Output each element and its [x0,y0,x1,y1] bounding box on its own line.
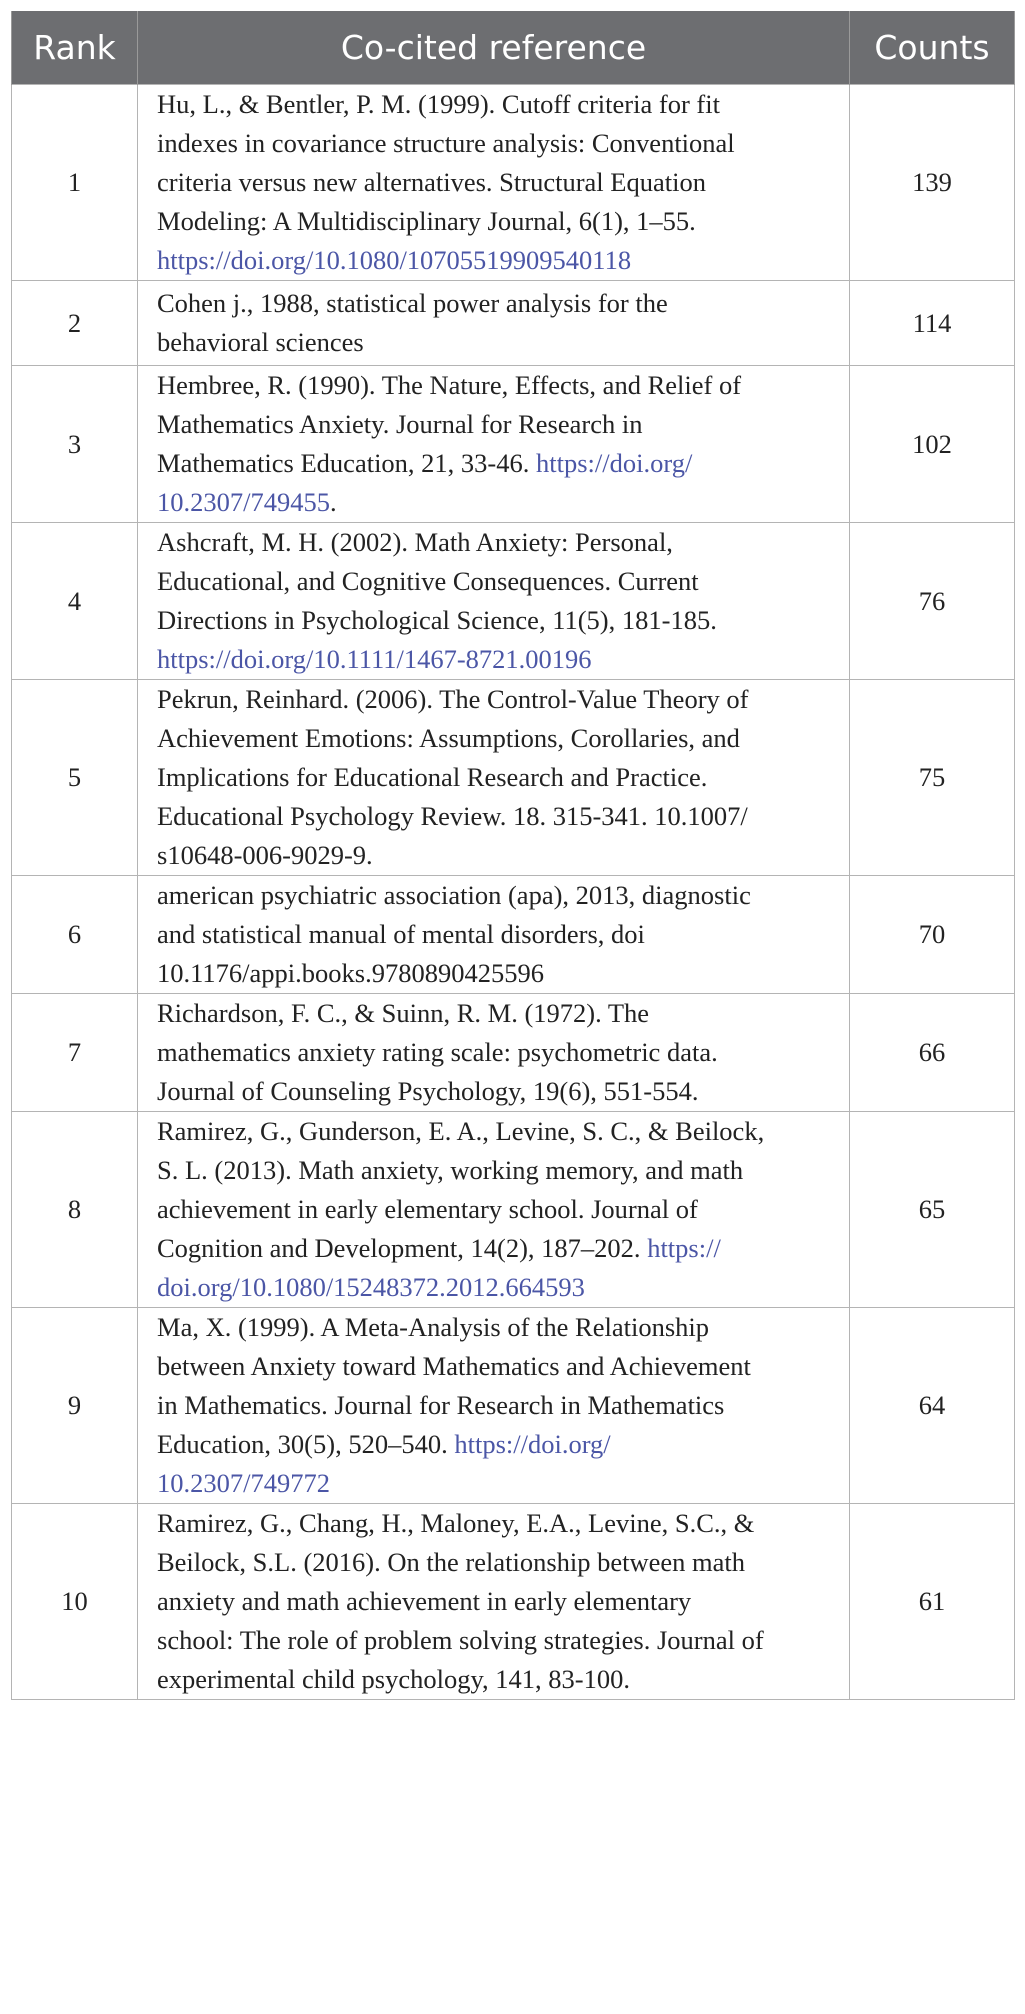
reference-cell [138,1308,850,1504]
rank-cell: 6 [12,876,138,994]
reference-line [157,915,831,954]
doi-link[interactable]: https://doi.org/10.1111/1467-8721.00196 [157,644,592,674]
counts-cell: 102 [850,366,1015,523]
reference-text: Modeling: A Multidisciplinary Journal, 6(1), 1–55. [157,206,696,236]
counts-cell: 61 [850,1504,1015,1700]
rank-cell: 7 [12,994,138,1112]
counts-cell: 66 [850,994,1015,1112]
table-row [12,85,1015,281]
reference-line [157,444,831,483]
reference-line [157,1229,831,1268]
table-body [12,85,1015,1700]
reference-line [157,1660,831,1699]
counts-cell: 64 [850,1308,1015,1504]
reference-text: american psychiatric association (apa), 2013, diagnostic [157,880,751,910]
reference-text: S. L. (2013). Math anxiety, working memory, and math [157,1155,744,1185]
reference-line [157,1464,831,1503]
reference-text: Mathematics Anxiety. Journal for Research in [157,409,643,439]
reference-line [157,85,831,124]
rank-cell: 1 [12,85,138,281]
doi-link[interactable]: https://doi.org/ [536,448,693,478]
table-row [12,1308,1015,1504]
rank-cell: 8 [12,1112,138,1308]
reference-line [157,876,831,915]
reference-line [157,1425,831,1464]
reference-line [157,562,831,601]
doi-link[interactable]: https://doi.org/10.1080/10705519909540118 [157,245,632,275]
reference-line [157,284,831,323]
reference-text: experimental child psychology, 141, 83-100. [157,1664,630,1694]
reference-line [157,241,831,280]
reference-line [157,1033,831,1072]
table-row [12,994,1015,1112]
reference-text: Cognition and Development, 14(2), 187–202. [157,1233,648,1263]
reference-text: Hembree, R. (1990). The Nature, Effects, and Relief of [157,370,742,400]
header-rank: Rank [12,11,138,85]
reference-line [157,1386,831,1425]
rank-cell: 2 [12,281,138,366]
rank-cell: 4 [12,523,138,680]
reference-line [157,483,831,522]
table-container [11,11,1014,1700]
reference-text: behavioral sciences [157,327,364,357]
table-row [12,1112,1015,1308]
table-row [12,680,1015,876]
co-cited-references-table [11,11,1015,1700]
reference-cell [138,680,850,876]
reference-text: Implications for Educational Research and Practice. [157,762,708,792]
reference-cell [138,523,850,680]
reference-text: in Mathematics. Journal for Research in Mathematics [157,1390,725,1420]
reference-line [157,1543,831,1582]
reference-text: Beilock, S.L. (2016). On the relationship between math [157,1547,746,1577]
reference-text: Educational, and Cognitive Consequences. Current [157,566,699,596]
reference-text: Education, 30(5), 520–540. [157,1429,455,1459]
counts-cell: 75 [850,680,1015,876]
reference-text: Educational Psychology Review. 18. 315-341. 10.1007/ [157,801,748,831]
header-reference: Co-cited reference [138,11,850,85]
reference-line [157,1072,831,1111]
reference-line [157,719,831,758]
reference-cell [138,1504,850,1700]
header-counts: Counts [850,11,1015,85]
reference-cell [138,1112,850,1308]
doi-link[interactable]: doi.org/10.1080/15248372.2012.664593 [157,1272,585,1302]
reference-text: 10.1176/appi.books.9780890425596 [157,958,544,988]
reference-line [157,1504,831,1543]
reference-line [157,1112,831,1151]
reference-line [157,202,831,241]
reference-text: Journal of Counseling Psychology, 19(6), 551-554. [157,1076,699,1106]
reference-text: indexes in covariance structure analysis: Conventional [157,128,735,158]
reference-text: achievement in early elementary school. Journal of [157,1194,698,1224]
doi-link[interactable]: https:// [647,1233,721,1263]
reference-line [157,1621,831,1660]
table-row [12,523,1015,680]
reference-cell [138,994,850,1112]
rank-cell: 5 [12,680,138,876]
counts-cell: 139 [850,85,1015,281]
reference-cell [138,85,850,281]
reference-text: Achievement Emotions: Assumptions, Corollaries, and [157,723,740,753]
reference-text: Cohen j., 1988, statistical power analysis for the [157,288,668,318]
reference-line [157,758,831,797]
counts-cell: 65 [850,1112,1015,1308]
reference-text: school: The role of problem solving strategies. Journal of [157,1625,764,1655]
reference-text: s10648-006-9029-9. [157,840,373,870]
reference-line [157,1308,831,1347]
reference-text: Pekrun, Reinhard. (2006). The Control-Value Theory of [157,684,749,714]
rank-cell: 10 [12,1504,138,1700]
reference-line [157,797,831,836]
reference-text: criteria versus new alternatives. Structural Equation [157,167,706,197]
doi-link[interactable]: 10.2307/749772 [157,1468,330,1498]
reference-line [157,366,831,405]
rank-cell: 3 [12,366,138,523]
reference-line [157,1190,831,1229]
reference-text: Mathematics Education, 21, 33-46. [157,448,537,478]
doi-link[interactable]: https://doi.org/ [454,1429,611,1459]
reference-text: Ma, X. (1999). A Meta-Analysis of the Relationship [157,1312,710,1342]
doi-link[interactable]: 10.2307/749455 [157,487,330,517]
reference-line [157,640,831,679]
reference-cell [138,366,850,523]
reference-line [157,323,831,362]
reference-text: Richardson, F. C., & Suinn, R. M. (1972). The [157,998,650,1028]
reference-text: Ramirez, G., Chang, H., Maloney, E.A., Levine, S.C., & [157,1508,755,1538]
reference-text: Hu, L., & Bentler, P. M. (1999). Cutoff criteria for fit [157,89,720,119]
reference-line [157,523,831,562]
reference-text: Ramirez, G., Gunderson, E. A., Levine, S. C., & Beilock, [157,1116,765,1146]
table-row [12,281,1015,366]
counts-cell: 76 [850,523,1015,680]
reference-text: mathematics anxiety rating scale: psychometric data. [157,1037,718,1067]
reference-line [157,680,831,719]
table-row [12,876,1015,994]
reference-line [157,836,831,875]
table-row [12,366,1015,523]
reference-line [157,1582,831,1621]
reference-line [157,994,831,1033]
reference-text: between Anxiety toward Mathematics and Achievement [157,1351,751,1381]
counts-cell: 114 [850,281,1015,366]
table-header-row [12,11,1015,85]
reference-cell [138,281,850,366]
reference-line [157,601,831,640]
reference-text: anxiety and math achievement in early elementary [157,1586,692,1616]
rank-cell: 9 [12,1308,138,1504]
reference-line [157,163,831,202]
reference-line [157,405,831,444]
reference-text: and statistical manual of mental disorders, doi [157,919,645,949]
reference-cell [138,876,850,994]
reference-line [157,954,831,993]
reference-line [157,124,831,163]
reference-line [157,1268,831,1307]
reference-line [157,1151,831,1190]
counts-cell: 70 [850,876,1015,994]
table-row [12,1504,1015,1700]
reference-text: Ashcraft, M. H. (2002). Math Anxiety: Personal, [157,527,673,557]
reference-line [157,1347,831,1386]
reference-text: . [330,487,337,517]
reference-text: Directions in Psychological Science, 11(5), 181-185. [157,605,717,635]
